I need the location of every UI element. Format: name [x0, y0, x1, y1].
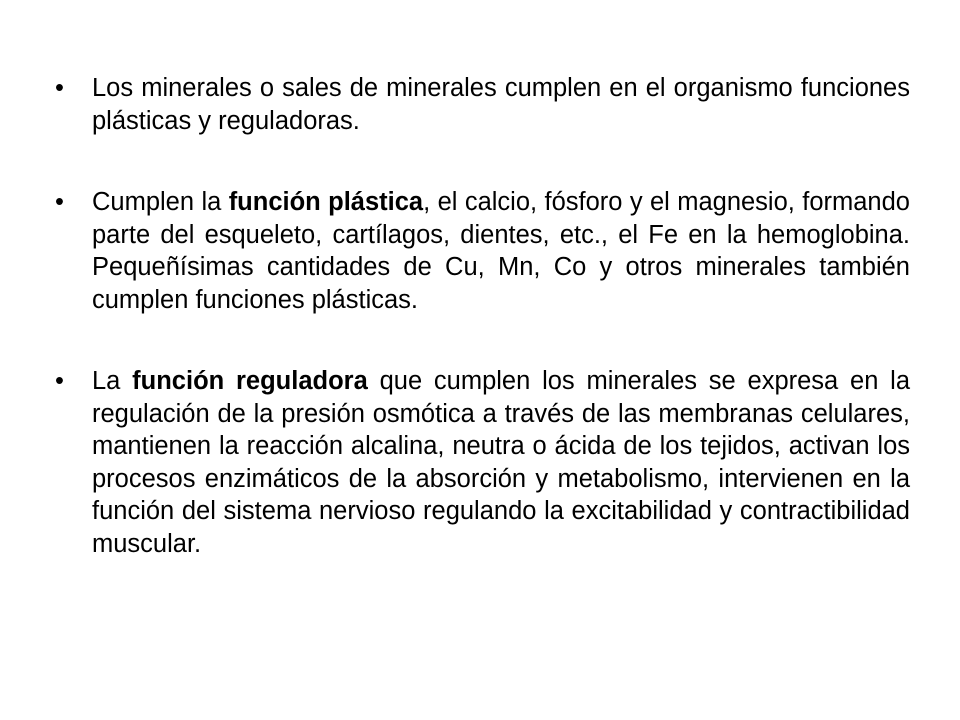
bullet-dot-icon: •: [55, 367, 64, 395]
bullet-text: [92, 186, 910, 316]
bold-term: función plástica: [228, 188, 424, 216]
bold-term: función reguladora: [132, 367, 368, 395]
text-segment: Los minerales o sales de minerales cumplen en el organismo funciones plásticas y reguladoras.: [92, 74, 910, 135]
text-segment: La: [92, 367, 133, 395]
bullet-text: [92, 365, 910, 560]
bullet-item-funcion-plastica: [55, 186, 910, 316]
bullet-list: [55, 72, 910, 560]
text-segment: Cumplen la: [92, 188, 229, 216]
bullet-text: [92, 72, 910, 137]
text-segment: que cumplen los minerales se expresa en la regulación de la presión osmótica a través de las membranas celulares, mantienen la reacción alcalina, neutra o ácida de los tejidos, activan los procesos enzimáticos de la absorción y metabolismo, intervienen en la función del sistema nervioso regulando la excitabilidad y contractibilidad muscular.: [92, 367, 911, 558]
bullet-item-funcion-reguladora: [55, 365, 910, 560]
bullet-dot-icon: •: [55, 74, 64, 102]
bullet-item-minerales: [55, 72, 910, 137]
text-segment: , el calcio, fósforo y el magnesio, formando parte del esqueleto, cartílagos, dientes, etc., el Fe en la hemoglobina. Pequeñísimas cantidades de Cu, Mn, Co y otros minerales también cumplen funciones plásticas.: [92, 188, 910, 314]
bullet-dot-icon: •: [55, 188, 64, 216]
